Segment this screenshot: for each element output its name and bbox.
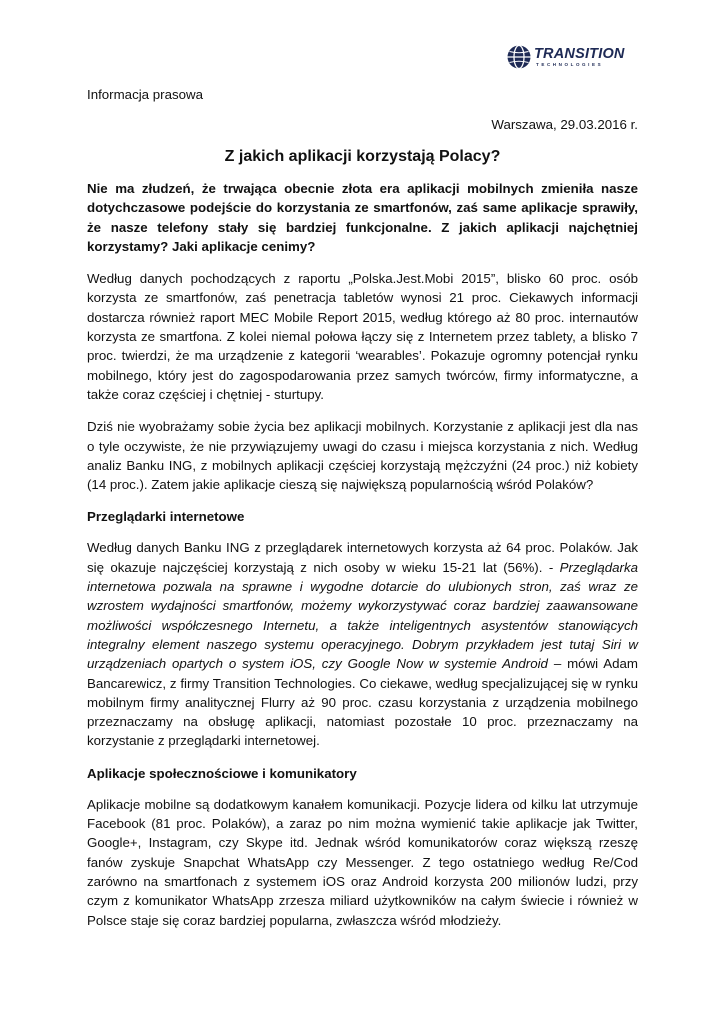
company-logo: [506, 44, 638, 72]
paragraph-usage: Dziś nie wyobrażamy sobie życia bez aplikacji mobilnych. Korzystanie z aplikacji jest dla nas o tyle oczywiste, że nie przywiązujemy uwagi do czasu i miejsca korzystania z nich. Według analiz Banku ING, z mobilnych aplikacji częściej korzystają mężczyźni (24 proc.) niż kobiety (14 proc.). Zatem jakie aplikacje cieszą się największą popularnością wśród Polaków?: [87, 419, 638, 493]
document-title: Z jakich aplikacji korzystają Polacy?: [224, 148, 501, 165]
section-heading-browsers: Przeglądarki internetowe: [87, 509, 245, 525]
logo-name: TRANSITION: [534, 46, 625, 62]
section-heading-social: Aplikacje społecznościowe i komunikatory: [87, 765, 357, 781]
paragraph-browsers: [87, 538, 638, 750]
press-release-label: Informacja prasowa: [87, 87, 204, 102]
lead-paragraph: Nie ma złudzeń, że trwająca obecnie złota era aplikacji mobilnych zmieniła nasze dotychczasowe podejście do korzystania ze smartfonów, zaś same aplikacje sprawiły, że nasze telefony stały się bardziej funkcjonalne. Z jakich aplikacji najchętniej korzystamy? Jaki aplikacje cenimy?: [87, 181, 638, 254]
browsers-intro-text: Według danych Banku ING z przeglądarek internetowych korzysta aż 64 proc. Polaków. Jak się okazuje najczęściej korzystają z nich osoby w wieku 15-21 lat (56%). -: [87, 540, 638, 575]
document-body: [87, 179, 638, 943]
paragraph-market: Według danych pochodzących z raportu „Polska.Jest.Mobi 2015”, blisko 60 proc. osób korzysta ze smartfonów, zaś penetracja tabletów wynosi 21 proc. Ciekawych informacji dostarcza również raport MEC Mobile Report 2015, według którego aż 80 proc. internautów korzysta ze smartfona. Z kolei niemal połowa łączy się z Internetem przez tablety, a blisko 7 proc. twierdzi, że ma urządzenie z kategorii ‘wearables’. Pokazuje ogromny potencjał rynku mobilnego, który jest do zagospodarowania przez samych twórców, firmy informatyczne, a także coraz częściej i chętniej - sturtupy.: [87, 271, 638, 402]
document-date: Warszawa, 29.03.2016 r.: [491, 117, 638, 132]
logo-subtitle: TECHNOLOGIES: [536, 62, 604, 67]
browsers-quote-text: Przeglądarka internetowa pozwala na sprawne i wygodne dotarcie do ulubionych stron, zaś wraz ze wzrostem wydajności smartfonów, możemy wykorzystywać coraz bardziej zaawansowane możliwości współczesnego Internetu, a także inteligentnych asystentów stanowiących integralny element naszego systemu operacyjnego. Dobrym przykładem jest tutaj Siri w urządzeniach opartych o system iOS, czy Google Now w systemie Android: [87, 559, 638, 672]
paragraph-social: Aplikacje mobilne są dodatkowym kanałem komunikacji. Pozycje lidera od kilku lat utrzymuje Facebook (81 proc. Polaków), a zaraz po nim można wymienić takie aplikacje jak Twitter, Google+, Instagram, czy Skype itd. Jednak wśród komunikatorów coraz większą rzeszę fanów zyskuje Snapchat WhatsApp czy Messenger. Z tego ostatniego według Re/Cod zarówno na smartfonach z systemem iOS oraz Android korzysta 200 milionów ludzi, przy czym z komunikator WhatsApp zrzesza miliard użytkowników na całym świecie i również w Polsce staje się coraz bardziej popularna, zwłaszcza wśród młodzieży.: [87, 796, 638, 928]
browsers-closing-text: – mówi Adam Bancarewicz, z firmy Transition Technologies. Co ciekawe, według specjalizującej się w rynku mobilnym firmy analitycznej Flurry aż 90 proc. czasu korzystania z urządzenia mobilnego przeznaczamy na obsługę aplikacji, natomiast pozostałe 10 proc. przeznaczamy na korzystanie z przeglądarki internetowej.: [87, 656, 638, 749]
globe-icon: [506, 44, 532, 70]
